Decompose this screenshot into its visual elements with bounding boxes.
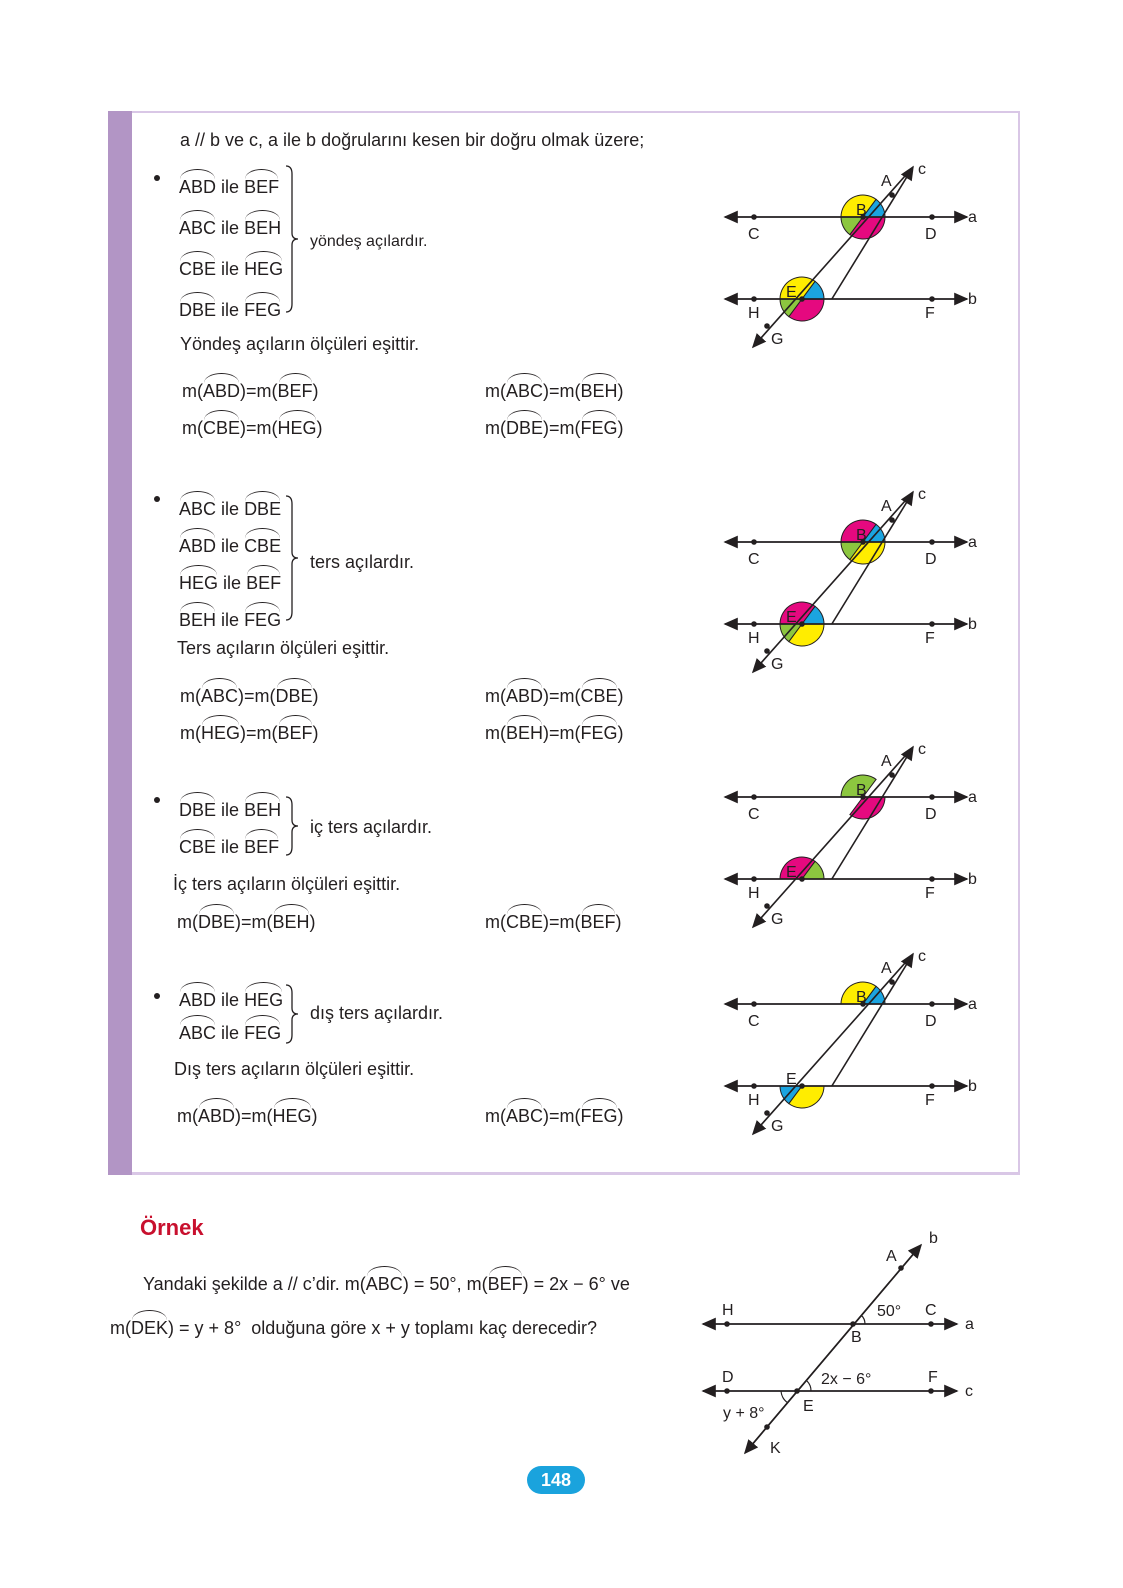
label-b: b bbox=[968, 871, 977, 888]
pair-connector: ile bbox=[221, 610, 240, 630]
eq-sign: = bbox=[549, 381, 560, 401]
eq-m: m bbox=[485, 418, 500, 438]
eq-m: m bbox=[559, 1106, 575, 1126]
pair-angle-b: BEF bbox=[244, 172, 279, 198]
fig-angle-2x: 2x − 6° bbox=[821, 1371, 872, 1388]
section-4-bullet bbox=[154, 993, 160, 999]
fig-label-a: a bbox=[965, 1316, 974, 1333]
diagram-4 bbox=[715, 947, 995, 1147]
panel-accent-bar bbox=[108, 111, 132, 1175]
fig-label-B: B bbox=[851, 1329, 862, 1346]
section-2-bullet bbox=[154, 496, 160, 502]
eq-angle-left: BEH bbox=[506, 718, 543, 744]
label-a: a bbox=[968, 789, 977, 806]
label-c: c bbox=[918, 486, 926, 503]
section-1-pair bbox=[179, 295, 281, 321]
fig-label-b: b bbox=[929, 1230, 938, 1247]
eq-angle-right: FEG bbox=[581, 1101, 618, 1127]
line-c-lower bbox=[753, 167, 913, 347]
eq-angle-left: CBE bbox=[203, 413, 240, 439]
example-angle-2: BEF bbox=[488, 1269, 523, 1295]
fig-label-H: H bbox=[722, 1302, 734, 1319]
eq-m: m bbox=[254, 686, 270, 706]
section-3-pair bbox=[179, 795, 281, 821]
eq-m: m bbox=[182, 381, 197, 401]
example-value-3: y + 8° bbox=[194, 1318, 242, 1338]
label-C: C bbox=[748, 1013, 760, 1030]
label-B: B bbox=[856, 202, 867, 219]
pair-angle-a: ABD bbox=[179, 985, 216, 1011]
line-c-lower bbox=[753, 492, 913, 672]
line-b-lower bbox=[745, 1245, 921, 1453]
line-c bbox=[832, 492, 913, 624]
section-4-rule: Dış ters açıların ölçüleri eşittir. bbox=[174, 1059, 415, 1079]
label-C: C bbox=[748, 226, 760, 243]
fig-label-F: F bbox=[928, 1369, 938, 1386]
fig-label-c: c bbox=[965, 1383, 973, 1400]
label-F: F bbox=[925, 305, 935, 322]
example-m1: m bbox=[344, 1274, 360, 1294]
label-G: G bbox=[771, 656, 784, 673]
section-4-equation: m(ABC)=m(FEG) bbox=[485, 1101, 624, 1127]
eq-sign: = bbox=[549, 1106, 560, 1126]
pair-connector: ile bbox=[221, 1023, 240, 1043]
example-value-2: 2x − 6° ve bbox=[549, 1274, 630, 1294]
section-2-pair bbox=[179, 494, 281, 520]
eq-m: m bbox=[251, 1106, 267, 1126]
eq-angle-left: ABD bbox=[203, 376, 240, 402]
section-3-rule: İç ters açıların ölçüleri eşittir. bbox=[173, 874, 401, 894]
eq-angle-right: DBE bbox=[276, 681, 313, 707]
pair-connector: ile bbox=[221, 536, 240, 556]
section-2-equation: m(ABD)=m(CBE) bbox=[485, 681, 624, 707]
eq-angle-left: ABC bbox=[506, 1101, 543, 1127]
label-A: A bbox=[881, 753, 892, 770]
example-angle-1: ABC bbox=[366, 1269, 403, 1295]
pair-connector: ile bbox=[221, 218, 240, 238]
diagram-2 bbox=[715, 485, 995, 685]
example-eq-3: = bbox=[179, 1318, 190, 1338]
example-line-2: m(DEK) = y + 8° olduğuna göre x + y toplamı kaç derecedir? bbox=[110, 1313, 597, 1339]
eq-angle-left: HEG bbox=[201, 718, 240, 744]
section-1-bullet bbox=[154, 175, 160, 181]
eq-angle-left: ABC bbox=[506, 376, 543, 402]
section-3-equation: m(DBE)=m(BEH) bbox=[177, 907, 316, 933]
eq-m: m bbox=[182, 418, 197, 438]
section-3-bullet bbox=[154, 797, 160, 803]
eq-m: m bbox=[251, 912, 267, 932]
section-4-brace bbox=[284, 983, 306, 1045]
pair-angle-b: HEG bbox=[244, 985, 283, 1011]
eq-m: m bbox=[180, 686, 195, 706]
label-G: G bbox=[771, 1118, 784, 1135]
example-intro: Yandaki şekilde a // c’dir. bbox=[143, 1274, 340, 1294]
eq-angle-left: ABD bbox=[198, 1101, 235, 1127]
section-1-label: yöndeş açılardır. bbox=[310, 233, 428, 250]
example-eq-1: = bbox=[413, 1274, 425, 1294]
eq-m: m bbox=[485, 686, 500, 706]
diagram-1 bbox=[715, 160, 995, 360]
label-H: H bbox=[748, 885, 760, 902]
pair-angle-a: CBE bbox=[179, 254, 216, 280]
eq-m: m bbox=[256, 723, 272, 743]
section-1-pair bbox=[179, 254, 283, 280]
eq-angle-right: FEG bbox=[581, 718, 618, 744]
label-a: a bbox=[968, 209, 977, 226]
label-D: D bbox=[925, 551, 937, 568]
label-E: E bbox=[786, 609, 797, 626]
example-value-1: 50°, bbox=[429, 1274, 462, 1294]
section-2-equation: m(BEH)=m(FEG) bbox=[485, 718, 624, 744]
eq-sign: = bbox=[244, 686, 255, 706]
section-1-brace bbox=[284, 164, 306, 314]
eq-m: m bbox=[485, 723, 500, 743]
example-line-1: Yandaki şekilde a // c’dir. m(ABC) = 50°, m(BEF) = 2x − 6° ve bbox=[143, 1269, 630, 1295]
fig-label-D: D bbox=[722, 1369, 734, 1386]
label-C: C bbox=[748, 806, 760, 823]
eq-sign: = bbox=[549, 723, 560, 743]
section-1-equation: m(ABD)=m(BEF) bbox=[182, 376, 319, 402]
section-1-pair bbox=[179, 213, 281, 239]
pair-connector: ile bbox=[221, 499, 240, 519]
eq-angle-right: BEF bbox=[278, 718, 313, 744]
label-B: B bbox=[856, 989, 867, 1006]
label-H: H bbox=[748, 630, 760, 647]
pair-connector: ile bbox=[221, 837, 240, 857]
fig-angle-50: 50° bbox=[877, 1303, 902, 1320]
fig-label-A: A bbox=[886, 1248, 897, 1265]
label-F: F bbox=[925, 630, 935, 647]
pair-angle-b: BEF bbox=[244, 832, 279, 858]
pair-angle-a: ABD bbox=[179, 172, 216, 198]
pair-connector: ile bbox=[221, 177, 240, 197]
label-H: H bbox=[748, 1092, 760, 1109]
section-1-equation: m(DBE)=m(FEG) bbox=[485, 413, 624, 439]
section-4-pair bbox=[179, 985, 283, 1011]
eq-m: m bbox=[559, 381, 575, 401]
eq-m: m bbox=[177, 1106, 192, 1126]
example-figure bbox=[695, 1225, 995, 1475]
fig-angle-y8: y + 8° bbox=[723, 1405, 765, 1422]
eq-sign: = bbox=[241, 1106, 252, 1126]
section-3-label: iç ters açılardır. bbox=[310, 817, 433, 837]
section-2-equation: m(ABC)=m(DBE) bbox=[180, 681, 319, 707]
label-E: E bbox=[786, 1071, 797, 1088]
label-c: c bbox=[918, 741, 926, 758]
pair-angle-b: DBE bbox=[244, 494, 281, 520]
intro-text: a // b ve c, a ile b doğrularını kesen bir doğru olmak üzere; bbox=[180, 130, 645, 150]
eq-m: m bbox=[559, 723, 575, 743]
eq-angle-left: ABC bbox=[201, 681, 238, 707]
pair-angle-a: ABD bbox=[179, 531, 216, 557]
pair-angle-b: FEG bbox=[244, 1018, 281, 1044]
eq-sign: = bbox=[549, 686, 560, 706]
example-m3: m bbox=[110, 1318, 125, 1338]
eq-m: m bbox=[256, 381, 272, 401]
line-c bbox=[832, 954, 913, 1086]
eq-angle-right: BEF bbox=[278, 376, 313, 402]
fig-label-C: C bbox=[925, 1302, 937, 1319]
pair-angle-a: BEH bbox=[179, 605, 216, 631]
eq-sign: = bbox=[549, 418, 560, 438]
eq-m: m bbox=[559, 418, 575, 438]
eq-sign: = bbox=[246, 723, 257, 743]
pair-angle-a: ABC bbox=[179, 213, 216, 239]
example-title: Örnek bbox=[140, 1215, 204, 1240]
section-2-equation: m(HEG)=m(BEF) bbox=[180, 718, 319, 744]
pair-angle-b: CBE bbox=[244, 531, 281, 557]
section-1-equation: m(CBE)=m(HEG) bbox=[182, 413, 323, 439]
line-c-lower bbox=[753, 747, 913, 927]
section-1-pair bbox=[179, 172, 279, 198]
label-b: b bbox=[968, 291, 977, 308]
label-c: c bbox=[918, 948, 926, 965]
page-number-badge: 148 bbox=[527, 1466, 585, 1494]
pair-angle-a: ABC bbox=[179, 494, 216, 520]
label-D: D bbox=[925, 226, 937, 243]
eq-angle-right: BEF bbox=[581, 907, 616, 933]
eq-m: m bbox=[485, 1106, 500, 1126]
section-2-brace bbox=[284, 494, 306, 622]
section-4-label: dış ters açılardır. bbox=[310, 1003, 444, 1023]
pair-angle-b: BEH bbox=[244, 795, 281, 821]
section-2-label: ters açılardır. bbox=[310, 552, 415, 572]
eq-m: m bbox=[177, 912, 192, 932]
label-F: F bbox=[925, 885, 935, 902]
label-E: E bbox=[786, 864, 797, 881]
line-c bbox=[832, 747, 913, 879]
eq-angle-right: BEH bbox=[581, 376, 618, 402]
pair-connector: ile bbox=[221, 259, 240, 279]
section-2-pair bbox=[179, 531, 281, 557]
line-c-lower bbox=[753, 954, 913, 1134]
eq-sign: = bbox=[246, 418, 257, 438]
section-2-pair bbox=[179, 605, 281, 631]
label-B: B bbox=[856, 782, 867, 799]
label-A: A bbox=[881, 173, 892, 190]
eq-angle-left: CBE bbox=[506, 907, 543, 933]
section-3-pair bbox=[179, 832, 279, 858]
eq-angle-left: ABD bbox=[506, 681, 543, 707]
example-question: olduğuna göre x + y toplamı kaç derecedir? bbox=[251, 1318, 598, 1338]
eq-sign: = bbox=[241, 912, 252, 932]
label-A: A bbox=[881, 498, 892, 515]
label-G: G bbox=[771, 911, 784, 928]
eq-sign: = bbox=[549, 912, 560, 932]
label-b: b bbox=[968, 1078, 977, 1095]
section-4-equation: m(ABD)=m(HEG) bbox=[177, 1101, 318, 1127]
label-A: A bbox=[881, 960, 892, 977]
label-B: B bbox=[856, 527, 867, 544]
label-E: E bbox=[786, 284, 797, 301]
section-2-pair bbox=[179, 568, 281, 594]
eq-angle-left: DBE bbox=[506, 413, 543, 439]
example-eq-2: = bbox=[533, 1274, 545, 1294]
pair-angle-a: CBE bbox=[179, 832, 216, 858]
eq-angle-right: BEH bbox=[273, 907, 310, 933]
label-C: C bbox=[748, 551, 760, 568]
eq-angle-right: CBE bbox=[581, 681, 618, 707]
eq-angle-left: DBE bbox=[198, 907, 235, 933]
pair-angle-a: DBE bbox=[179, 795, 216, 821]
pair-angle-b: HEG bbox=[244, 254, 283, 280]
diagram-3 bbox=[715, 740, 995, 940]
label-D: D bbox=[925, 1013, 937, 1030]
eq-m: m bbox=[485, 912, 500, 932]
label-a: a bbox=[968, 534, 977, 551]
eq-m: m bbox=[559, 912, 575, 932]
line-c bbox=[832, 167, 913, 299]
section-2-rule: Ters açıların ölçüleri eşittir. bbox=[177, 638, 390, 658]
label-D: D bbox=[925, 806, 937, 823]
eq-m: m bbox=[485, 381, 500, 401]
eq-angle-right: HEG bbox=[273, 1101, 312, 1127]
section-3-brace bbox=[284, 795, 306, 857]
pair-connector: ile bbox=[221, 300, 240, 320]
pair-angle-b: FEG bbox=[244, 295, 281, 321]
eq-m: m bbox=[180, 723, 195, 743]
eq-m: m bbox=[256, 418, 272, 438]
example-m2: m bbox=[466, 1274, 482, 1294]
pair-connector: ile bbox=[221, 800, 240, 820]
pair-angle-a: ABC bbox=[179, 1018, 216, 1044]
fig-label-K: K bbox=[770, 1440, 781, 1457]
pair-angle-b: FEG bbox=[244, 605, 281, 631]
eq-m: m bbox=[559, 686, 575, 706]
fig-label-E: E bbox=[803, 1398, 814, 1415]
label-a: a bbox=[968, 996, 977, 1013]
label-H: H bbox=[748, 305, 760, 322]
pair-angle-b: BEH bbox=[244, 213, 281, 239]
example-angle-3: DEK bbox=[131, 1313, 168, 1339]
pair-connector: ile bbox=[221, 990, 240, 1010]
section-4-pair bbox=[179, 1018, 281, 1044]
eq-sign: = bbox=[246, 381, 257, 401]
pair-angle-a: DBE bbox=[179, 295, 216, 321]
section-1-rule: Yöndeş açıların ölçüleri eşittir. bbox=[180, 334, 420, 354]
eq-angle-right: HEG bbox=[278, 413, 317, 439]
pair-angle-a: HEG bbox=[179, 568, 218, 594]
label-F: F bbox=[925, 1092, 935, 1109]
pair-angle-b: BEF bbox=[246, 568, 281, 594]
label-c: c bbox=[918, 161, 926, 178]
section-3-equation: m(CBE)=m(BEF) bbox=[485, 907, 622, 933]
section-1-equation: m(ABC)=m(BEH) bbox=[485, 376, 624, 402]
label-G: G bbox=[771, 331, 784, 348]
pair-connector: ile bbox=[223, 573, 242, 593]
label-b: b bbox=[968, 616, 977, 633]
eq-angle-right: FEG bbox=[581, 413, 618, 439]
